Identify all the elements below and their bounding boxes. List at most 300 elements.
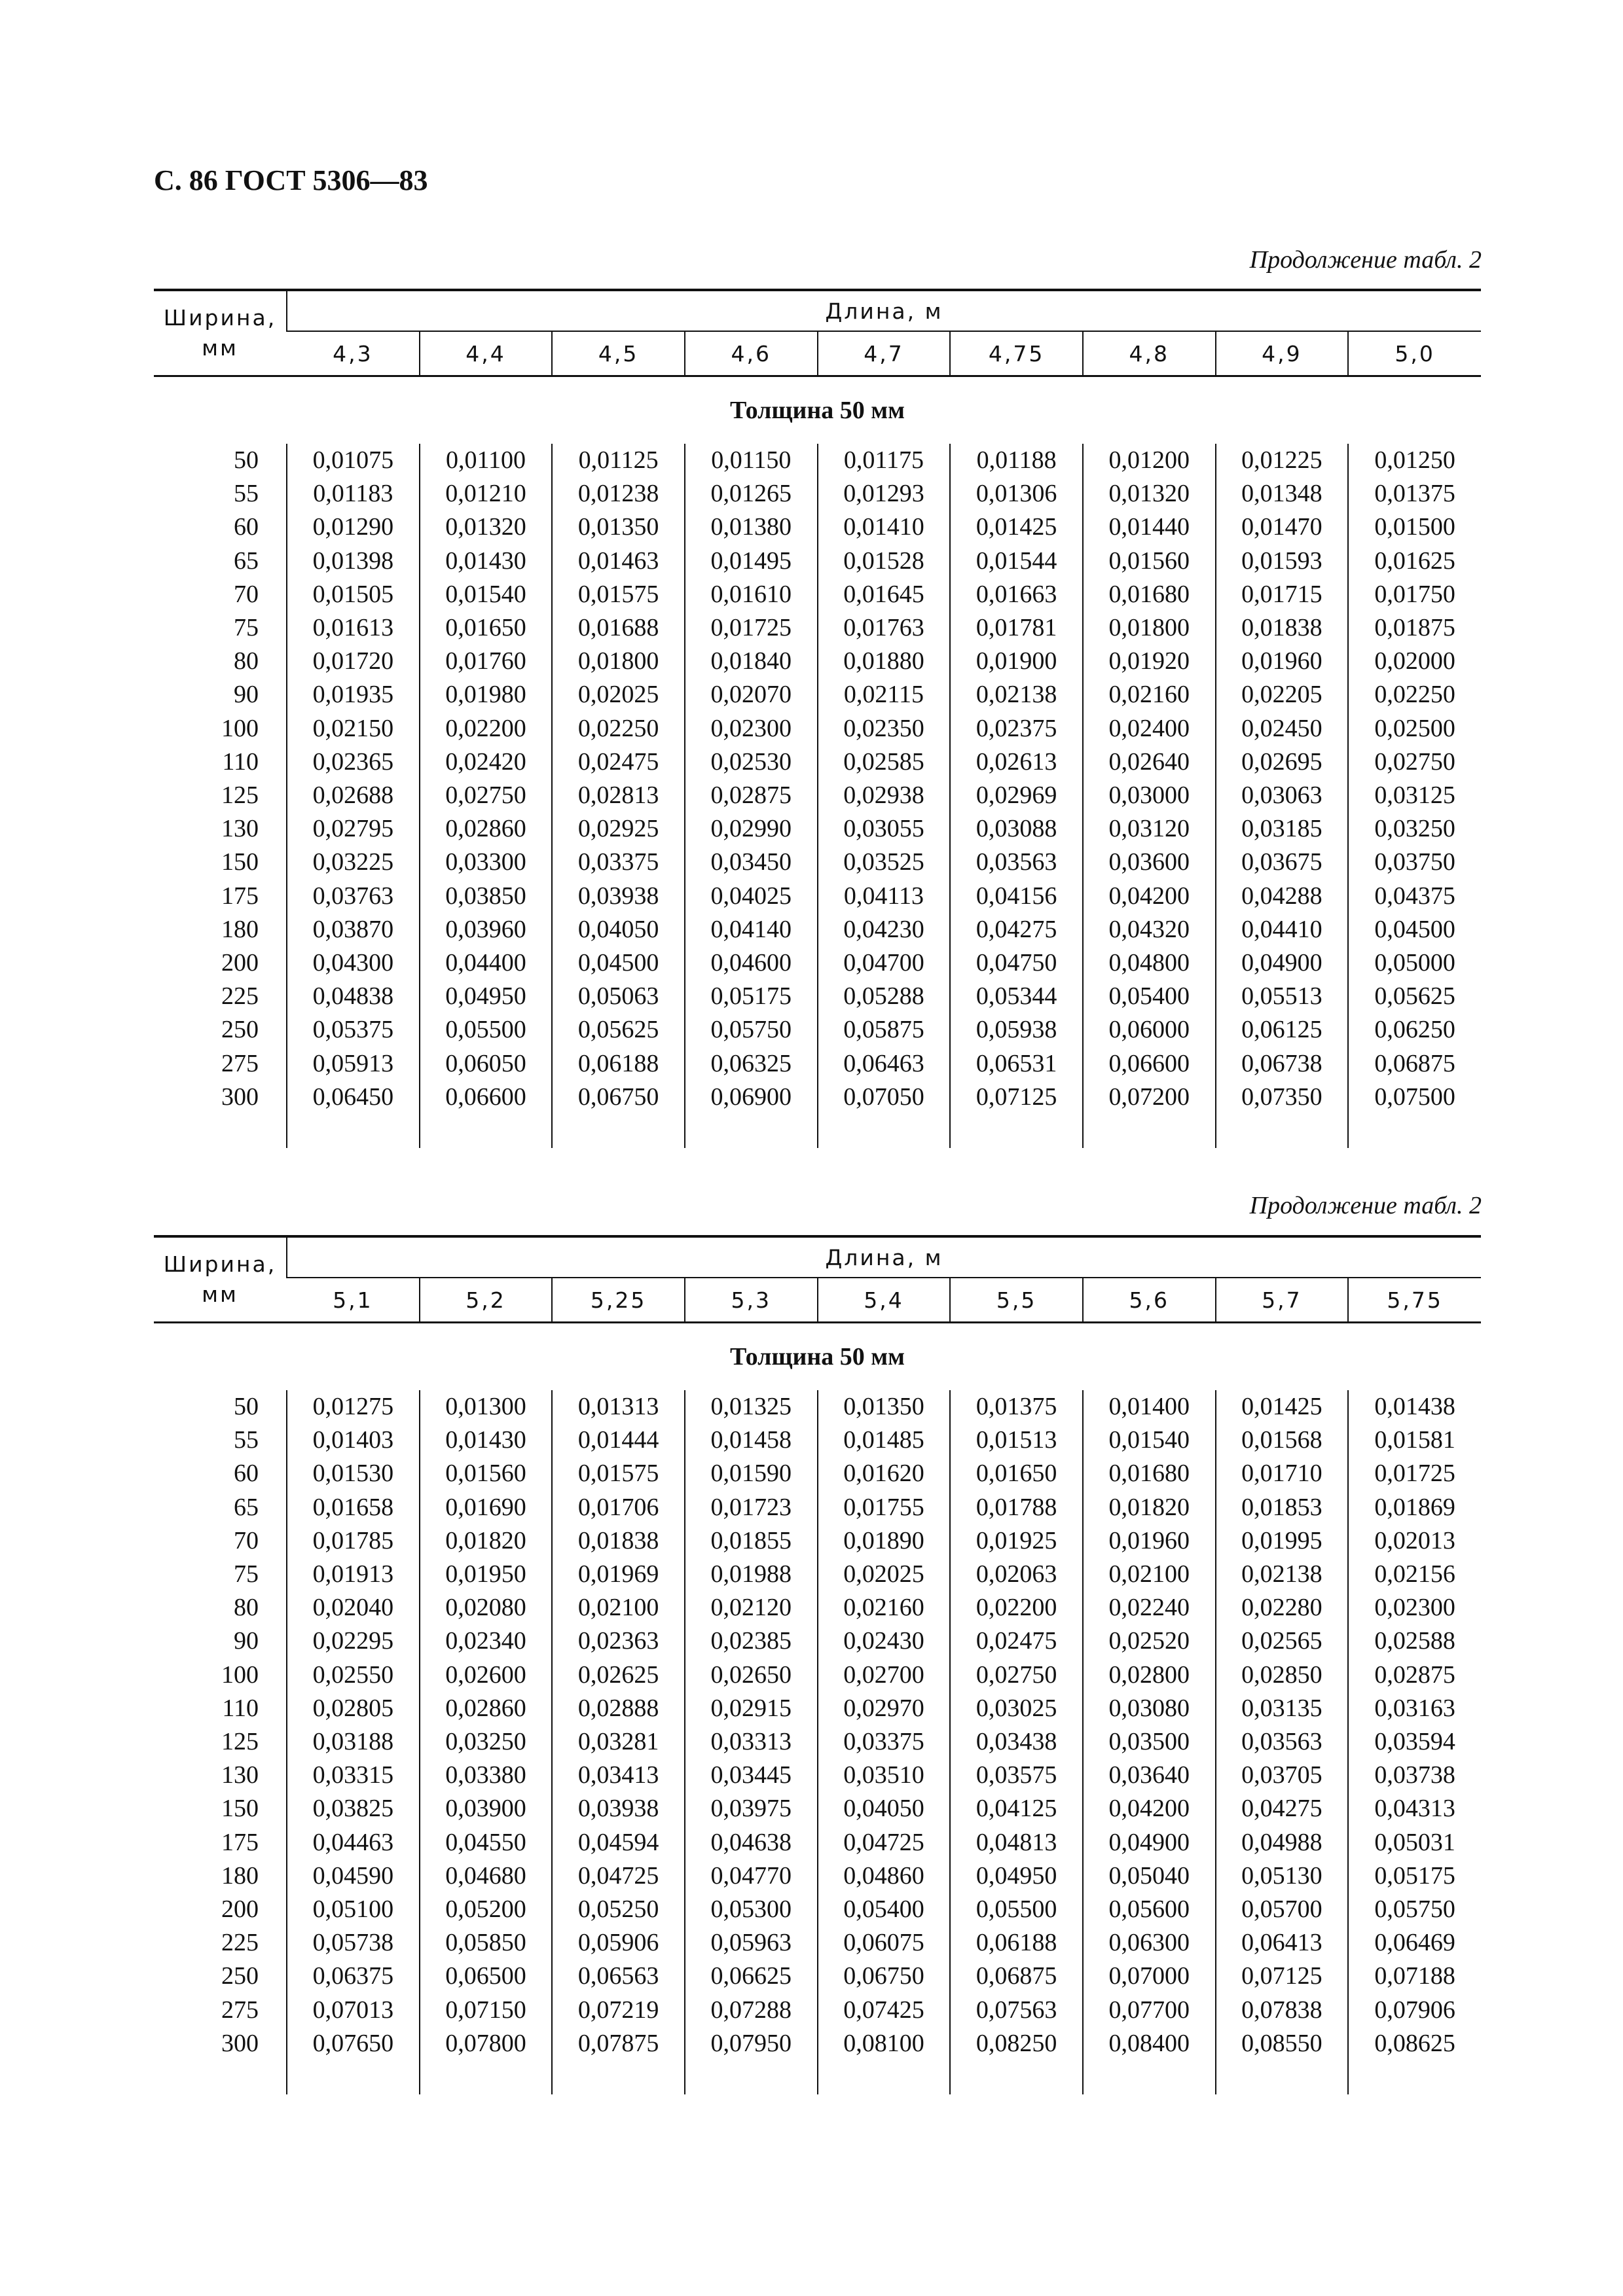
table-row <box>154 1013 1481 1047</box>
table-row <box>154 545 1481 578</box>
volume-cell: 0,07500 <box>1348 1081 1481 1114</box>
width-cell: 225 <box>221 982 259 1011</box>
width-cell: 275 <box>221 1049 259 1077</box>
volume-cell: 0,05130 <box>1216 1859 1349 1893</box>
volume-cell: 0,02915 <box>685 1692 818 1725</box>
volume-cell: 0,02969 <box>950 779 1083 812</box>
width-cell: 55 <box>234 480 259 508</box>
volume-cell: 0,02300 <box>685 712 818 745</box>
length-column-header: 5,25 <box>552 1278 685 1323</box>
volume-cell: 0,06600 <box>420 1081 553 1114</box>
volume-cell: 0,02795 <box>287 812 420 846</box>
length-header: Длина, м <box>287 290 1481 331</box>
width-column-header: Ширина, мм <box>154 1236 287 1323</box>
volume-cell: 0,05913 <box>287 1047 420 1081</box>
volume-cell: 0,06188 <box>552 1047 685 1081</box>
volume-cell: 0,01880 <box>818 645 951 678</box>
volume-cell: 0,02250 <box>1348 678 1481 711</box>
volume-cell: 0,03000 <box>1083 779 1216 812</box>
volume-cell: 0,07906 <box>1348 1994 1481 2027</box>
volume-cell: 0,02813 <box>552 779 685 812</box>
volume-cell: 0,01645 <box>818 578 951 611</box>
width-cell: 175 <box>221 882 259 910</box>
volume-cell: 0,05344 <box>950 980 1083 1013</box>
volume-cell: 0,03375 <box>818 1725 951 1759</box>
length-column-header: 5,7 <box>1216 1278 1349 1323</box>
volume-cell: 0,01238 <box>552 477 685 511</box>
volume-cell: 0,01225 <box>1216 444 1349 477</box>
volume-cell: 0,02138 <box>950 678 1083 711</box>
width-cell: 100 <box>221 1660 259 1689</box>
volume-cell: 0,02100 <box>1083 1558 1216 1591</box>
volume-cell: 0,01075 <box>287 444 420 477</box>
width-cell: 125 <box>221 1728 259 1756</box>
volume-cell: 0,01690 <box>420 1491 553 1524</box>
table-row <box>154 1792 1481 1825</box>
table-row <box>154 812 1481 846</box>
volume-cell: 0,04230 <box>818 913 951 946</box>
volume-cell: 0,01593 <box>1216 545 1349 578</box>
volume-cell: 0,03525 <box>818 846 951 879</box>
volume-cell: 0,01581 <box>1348 1424 1481 1457</box>
continuation-label: Продолжение табл. 2 <box>1249 1192 1482 1219</box>
volume-cell: 0,02530 <box>685 745 818 779</box>
volume-cell: 0,08250 <box>950 2027 1083 2060</box>
volume-cell: 0,05040 <box>1083 1859 1216 1893</box>
width-cell: 60 <box>234 513 259 541</box>
volume-cell: 0,03281 <box>552 1725 685 1759</box>
volume-cell: 0,08625 <box>1348 2027 1481 2060</box>
volume-cell: 0,02025 <box>818 1558 951 1591</box>
volume-cell: 0,02150 <box>287 712 420 745</box>
volume-cell: 0,06875 <box>1348 1047 1481 1081</box>
volume-cell: 0,01438 <box>1348 1390 1481 1424</box>
volume-cell: 0,03900 <box>420 1792 553 1825</box>
volume-cell: 0,02013 <box>1348 1524 1481 1558</box>
volume-cell: 0,05700 <box>1216 1893 1349 1926</box>
width-cell: 50 <box>234 446 259 474</box>
volume-cell: 0,02585 <box>818 745 951 779</box>
volume-cell: 0,07188 <box>1348 1960 1481 1993</box>
width-cell: 180 <box>221 1861 259 1890</box>
volume-cell: 0,06875 <box>950 1960 1083 1993</box>
volume-cell: 0,01820 <box>1083 1491 1216 1524</box>
volume-cell: 0,04900 <box>1083 1826 1216 1859</box>
volume-cell: 0,07000 <box>1083 1960 1216 1993</box>
volume-cell: 0,04288 <box>1216 880 1349 913</box>
volume-cell: 0,01950 <box>420 1558 553 1591</box>
volume-cell: 0,03563 <box>1216 1725 1349 1759</box>
volume-cell: 0,07050 <box>818 1081 951 1114</box>
table-row <box>154 645 1481 678</box>
volume-cell: 0,04550 <box>420 1826 553 1859</box>
volume-cell: 0,01750 <box>1348 578 1481 611</box>
volume-cell: 0,01613 <box>287 611 420 645</box>
volume-cell: 0,01680 <box>1083 578 1216 611</box>
width-cell: 50 <box>234 1393 259 1420</box>
volume-cell: 0,01575 <box>552 578 685 611</box>
table-row <box>154 1491 1481 1524</box>
volume-cell: 0,04860 <box>818 1859 951 1893</box>
length-column-header: 5,5 <box>950 1278 1083 1323</box>
volume-cell: 0,01125 <box>552 444 685 477</box>
length-column-header: 4,75 <box>950 331 1083 376</box>
volume-cell: 0,01920 <box>1083 645 1216 678</box>
volume-cell: 0,02805 <box>287 1692 420 1725</box>
volume-cell: 0,05963 <box>685 1926 818 1960</box>
volume-cell: 0,01760 <box>420 645 553 678</box>
volume-cell: 0,04050 <box>552 913 685 946</box>
volume-cell: 0,03080 <box>1083 1692 1216 1725</box>
length-column-header: 4,4 <box>420 331 553 376</box>
volume-cell: 0,02475 <box>552 745 685 779</box>
volume-cell: 0,07219 <box>552 1994 685 2027</box>
volume-cell: 0,02990 <box>685 812 818 846</box>
volume-cell: 0,01210 <box>420 477 553 511</box>
volume-cell: 0,01820 <box>420 1524 553 1558</box>
volume-cell: 0,01350 <box>552 511 685 544</box>
volume-cell: 0,05400 <box>1083 980 1216 1013</box>
volume-cell: 0,02800 <box>1083 1659 1216 1692</box>
volume-cell: 0,01100 <box>420 444 553 477</box>
volume-cell: 0,01375 <box>1348 477 1481 511</box>
width-cell: 125 <box>221 781 259 810</box>
table-row <box>154 444 1481 477</box>
volume-cell: 0,07200 <box>1083 1081 1216 1114</box>
volume-cell: 0,02115 <box>818 678 951 711</box>
volume-cell: 0,01725 <box>685 611 818 645</box>
volume-cell: 0,01325 <box>685 1390 818 1424</box>
weight-table-2 <box>154 1235 1481 2094</box>
volume-cell: 0,06738 <box>1216 1047 1349 1081</box>
volume-cell: 0,05400 <box>818 1893 951 1926</box>
volume-cell: 0,07700 <box>1083 1994 1216 2027</box>
volume-cell: 0,04900 <box>1216 946 1349 980</box>
volume-cell: 0,03450 <box>685 846 818 879</box>
volume-cell: 0,05063 <box>552 980 685 1013</box>
volume-cell: 0,01350 <box>818 1390 951 1424</box>
volume-cell: 0,05288 <box>818 980 951 1013</box>
volume-cell: 0,01403 <box>287 1424 420 1457</box>
width-cell: 75 <box>234 1560 259 1588</box>
width-cell: 110 <box>222 747 259 776</box>
width-cell: 275 <box>221 1996 259 2024</box>
volume-cell: 0,01680 <box>1083 1457 1216 1490</box>
width-cell: 300 <box>221 1083 259 1111</box>
volume-cell: 0,03850 <box>420 880 553 913</box>
volume-cell: 0,03438 <box>950 1725 1083 1759</box>
volume-cell: 0,04770 <box>685 1859 818 1893</box>
volume-cell: 0,02970 <box>818 1692 951 1725</box>
width-cell: 180 <box>221 915 259 943</box>
length-column-header: 4,7 <box>818 331 951 376</box>
width-cell: 90 <box>234 681 259 709</box>
volume-cell: 0,07875 <box>552 2027 685 2060</box>
volume-cell: 0,07425 <box>818 1994 951 2027</box>
volume-cell: 0,03300 <box>420 846 553 879</box>
table-row <box>154 678 1481 711</box>
volume-cell: 0,05906 <box>552 1926 685 1960</box>
volume-cell: 0,02280 <box>1216 1591 1349 1624</box>
table-row <box>154 1659 1481 1692</box>
volume-cell: 0,06900 <box>685 1081 818 1114</box>
volume-cell: 0,02205 <box>1216 678 1349 711</box>
continuation-label: Продолжение табл. 2 <box>1249 246 1482 274</box>
volume-cell: 0,04400 <box>420 946 553 980</box>
volume-cell: 0,02160 <box>1083 678 1216 711</box>
volume-cell: 0,05175 <box>685 980 818 1013</box>
width-column-header: Ширина, мм <box>154 290 287 376</box>
volume-cell: 0,01935 <box>287 678 420 711</box>
volume-cell: 0,04313 <box>1348 1792 1481 1825</box>
volume-cell: 0,03938 <box>552 1792 685 1825</box>
table-row <box>154 946 1481 980</box>
volume-cell: 0,02070 <box>685 678 818 711</box>
volume-cell: 0,01781 <box>950 611 1083 645</box>
table-row <box>154 1524 1481 1558</box>
volume-cell: 0,02625 <box>552 1659 685 1692</box>
volume-cell: 0,04813 <box>950 1826 1083 1859</box>
volume-cell: 0,01869 <box>1348 1491 1481 1524</box>
volume-cell: 0,01293 <box>818 477 951 511</box>
volume-cell: 0,02365 <box>287 745 420 779</box>
volume-cell: 0,04140 <box>685 913 818 946</box>
table-row <box>154 1558 1481 1591</box>
volume-cell: 0,01788 <box>950 1491 1083 1524</box>
volume-cell: 0,01650 <box>950 1457 1083 1490</box>
volume-cell: 0,01913 <box>287 1558 420 1591</box>
volume-cell: 0,01560 <box>420 1457 553 1490</box>
width-cell: 55 <box>234 1426 259 1454</box>
volume-cell: 0,03738 <box>1348 1759 1481 1792</box>
volume-cell: 0,06750 <box>818 1960 951 1993</box>
volume-cell: 0,05625 <box>552 1013 685 1047</box>
volume-cell: 0,03375 <box>552 846 685 879</box>
length-column-header: 4,8 <box>1083 331 1216 376</box>
volume-cell: 0,03960 <box>420 913 553 946</box>
volume-cell: 0,02550 <box>287 1659 420 1692</box>
volume-cell: 0,05738 <box>287 1926 420 1960</box>
table-row <box>154 611 1481 645</box>
volume-cell: 0,05500 <box>420 1013 553 1047</box>
volume-cell: 0,05750 <box>1348 1893 1481 1926</box>
table-row <box>154 1591 1481 1624</box>
volume-cell: 0,02750 <box>1348 745 1481 779</box>
volume-cell: 0,06325 <box>685 1047 818 1081</box>
data-table <box>154 1235 1481 2094</box>
volume-cell: 0,03188 <box>287 1725 420 1759</box>
volume-cell: 0,02340 <box>420 1624 553 1658</box>
volume-cell: 0,01150 <box>685 444 818 477</box>
volume-cell: 0,05600 <box>1083 1893 1216 1926</box>
volume-cell: 0,01500 <box>1348 511 1481 544</box>
volume-cell: 0,01925 <box>950 1524 1083 1558</box>
volume-cell: 0,03575 <box>950 1759 1083 1792</box>
volume-cell: 0,01610 <box>685 578 818 611</box>
volume-cell: 0,01313 <box>552 1390 685 1424</box>
volume-cell: 0,04375 <box>1348 880 1481 913</box>
volume-cell: 0,01188 <box>950 444 1083 477</box>
volume-cell: 0,01440 <box>1083 511 1216 544</box>
volume-cell: 0,03250 <box>1348 812 1481 846</box>
volume-cell: 0,02500 <box>1348 712 1481 745</box>
table-row <box>154 1047 1481 1081</box>
data-table <box>154 289 1481 1148</box>
volume-cell: 0,01853 <box>1216 1491 1349 1524</box>
volume-cell: 0,04200 <box>1083 1792 1216 1825</box>
volume-cell: 0,05850 <box>420 1926 553 1960</box>
volume-cell: 0,04988 <box>1216 1826 1349 1859</box>
table-row <box>154 511 1481 544</box>
length-header: Длина, м <box>287 1236 1481 1278</box>
table-row <box>154 712 1481 745</box>
volume-cell: 0,07125 <box>1216 1960 1349 1993</box>
weight-table-1 <box>154 289 1481 1148</box>
table-row <box>154 880 1481 913</box>
volume-cell: 0,02063 <box>950 1558 1083 1591</box>
volume-cell: 0,03250 <box>420 1725 553 1759</box>
volume-cell: 0,02875 <box>1348 1659 1481 1692</box>
width-cell: 110 <box>222 1694 259 1722</box>
table-row <box>154 1759 1481 1792</box>
volume-cell: 0,01720 <box>287 645 420 678</box>
volume-cell: 0,02588 <box>1348 1624 1481 1658</box>
width-cell: 70 <box>234 1526 259 1554</box>
volume-cell: 0,02750 <box>420 779 553 812</box>
volume-cell: 0,07125 <box>950 1081 1083 1114</box>
width-cell: 75 <box>234 614 259 642</box>
volume-cell: 0,01348 <box>1216 477 1349 511</box>
volume-cell: 0,06750 <box>552 1081 685 1114</box>
length-column-header: 5,2 <box>420 1278 553 1323</box>
volume-cell: 0,04638 <box>685 1826 818 1859</box>
volume-cell: 0,02138 <box>1216 1558 1349 1591</box>
volume-cell: 0,05938 <box>950 1013 1083 1047</box>
volume-cell: 0,01398 <box>287 545 420 578</box>
volume-cell: 0,01200 <box>1083 444 1216 477</box>
volume-cell: 0,06500 <box>420 1960 553 1993</box>
volume-cell: 0,07563 <box>950 1994 1083 2027</box>
table-row <box>154 1926 1481 1960</box>
volume-cell: 0,02875 <box>685 779 818 812</box>
width-cell: 100 <box>221 714 259 742</box>
volume-cell: 0,01980 <box>420 678 553 711</box>
length-column-header: 4,9 <box>1216 331 1349 376</box>
volume-cell: 0,01988 <box>685 1558 818 1591</box>
volume-cell: 0,01458 <box>685 1424 818 1457</box>
volume-cell: 0,04025 <box>685 880 818 913</box>
volume-cell: 0,01528 <box>818 545 951 578</box>
volume-cell: 0,01560 <box>1083 545 1216 578</box>
volume-cell: 0,05031 <box>1348 1826 1481 1859</box>
volume-cell: 0,03763 <box>287 880 420 913</box>
volume-cell: 0,02025 <box>552 678 685 711</box>
length-column-header: 5,3 <box>685 1278 818 1323</box>
volume-cell: 0,02250 <box>552 712 685 745</box>
volume-cell: 0,06450 <box>287 1081 420 1114</box>
volume-cell: 0,06600 <box>1083 1047 1216 1081</box>
volume-cell: 0,01410 <box>818 511 951 544</box>
volume-cell: 0,04594 <box>552 1826 685 1859</box>
volume-cell: 0,01710 <box>1216 1457 1349 1490</box>
length-column-header: 5,75 <box>1348 1278 1481 1323</box>
volume-cell: 0,02613 <box>950 745 1083 779</box>
volume-cell: 0,06300 <box>1083 1926 1216 1960</box>
volume-cell: 0,01995 <box>1216 1524 1349 1558</box>
volume-cell: 0,02888 <box>552 1692 685 1725</box>
volume-cell: 0,03640 <box>1083 1759 1216 1792</box>
volume-cell: 0,07288 <box>685 1994 818 2027</box>
volume-cell: 0,03313 <box>685 1725 818 1759</box>
volume-cell: 0,05500 <box>950 1893 1083 1926</box>
volume-cell: 0,05875 <box>818 1013 951 1047</box>
volume-cell: 0,02295 <box>287 1624 420 1658</box>
volume-cell: 0,03088 <box>950 812 1083 846</box>
volume-cell: 0,01875 <box>1348 611 1481 645</box>
table-row <box>154 846 1481 879</box>
volume-cell: 0,01250 <box>1348 444 1481 477</box>
volume-cell: 0,02375 <box>950 712 1083 745</box>
table-row <box>154 745 1481 779</box>
volume-cell: 0,03938 <box>552 880 685 913</box>
volume-cell: 0,01800 <box>552 645 685 678</box>
table-row <box>154 2027 1481 2060</box>
volume-cell: 0,01320 <box>420 511 553 544</box>
volume-cell: 0,01265 <box>685 477 818 511</box>
width-cell: 250 <box>221 1016 259 1044</box>
volume-cell: 0,06000 <box>1083 1013 1216 1047</box>
volume-cell: 0,06250 <box>1348 1013 1481 1047</box>
table-row <box>154 1081 1481 1114</box>
volume-cell: 0,06125 <box>1216 1013 1349 1047</box>
volume-cell: 0,02938 <box>818 779 951 812</box>
volume-cell: 0,03063 <box>1216 779 1349 812</box>
volume-cell: 0,02520 <box>1083 1624 1216 1658</box>
volume-cell: 0,04950 <box>420 980 553 1013</box>
length-column-header: 5,6 <box>1083 1278 1216 1323</box>
volume-cell: 0,03055 <box>818 812 951 846</box>
volume-cell: 0,04600 <box>685 946 818 980</box>
volume-cell: 0,01425 <box>1216 1390 1349 1424</box>
volume-cell: 0,03563 <box>950 846 1083 879</box>
volume-cell: 0,03185 <box>1216 812 1349 846</box>
volume-cell: 0,01444 <box>552 1424 685 1457</box>
volume-cell: 0,02600 <box>420 1659 553 1692</box>
volume-cell: 0,02350 <box>818 712 951 745</box>
volume-cell: 0,02475 <box>950 1624 1083 1658</box>
volume-cell: 0,01723 <box>685 1491 818 1524</box>
width-cell: 200 <box>221 1895 259 1924</box>
volume-cell: 0,01960 <box>1083 1524 1216 1558</box>
length-column-header: 5,4 <box>818 1278 951 1323</box>
volume-cell: 0,01375 <box>950 1390 1083 1424</box>
width-cell: 130 <box>221 815 259 843</box>
volume-cell: 0,05175 <box>1348 1859 1481 1893</box>
width-cell: 300 <box>221 2029 259 2057</box>
volume-cell: 0,07013 <box>287 1994 420 2027</box>
volume-cell: 0,03380 <box>420 1759 553 1792</box>
volume-cell: 0,04590 <box>287 1859 420 1893</box>
volume-cell: 0,01430 <box>420 545 553 578</box>
volume-cell: 0,03225 <box>287 846 420 879</box>
volume-cell: 0,01960 <box>1216 645 1349 678</box>
volume-cell: 0,01725 <box>1348 1457 1481 1490</box>
volume-cell: 0,02080 <box>420 1591 553 1624</box>
volume-cell: 0,01430 <box>420 1424 553 1457</box>
volume-cell: 0,02925 <box>552 812 685 846</box>
width-cell: 175 <box>221 1828 259 1856</box>
volume-cell: 0,05300 <box>685 1893 818 1926</box>
